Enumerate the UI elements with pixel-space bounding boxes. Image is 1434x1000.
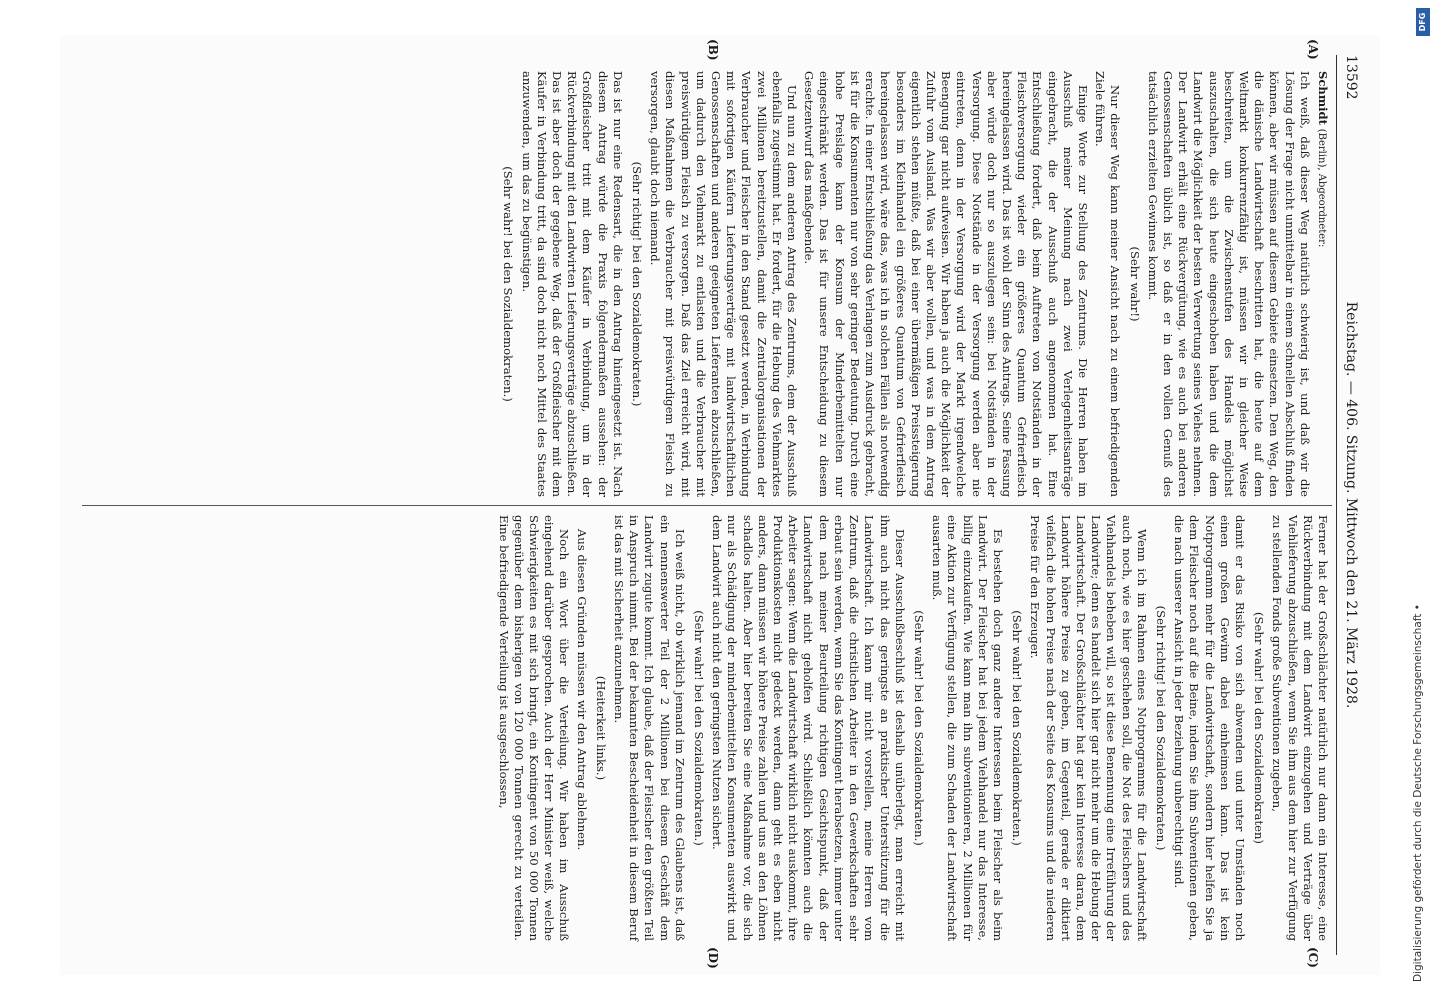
- paragraph: Einige Worte zur Stellung des Zentrums. Die Herren haben im Ausschuß meiner Meinung nach zwei Verlegenheitsanträge eingebracht, die der Ausschuß auch angenommen hat. Eine Entschließung fordert, daß beim Auftreten von Notständen in der Fleischversorgung wieder ein größeres Quantum Gefrierfleisch hereingelassen wird. Das ist wohl der Sinn des Antrags. Seine Fassung aber würde doch nur so auszulegen sein: bei Notständen in der Versorgung. Diese Notstände in der Versorgung werden aber nie eintreten, denn in der Versorgung wird der Markt irgendwelche Beengung gar nicht aufweisen. Wir haben ja auch die Möglichkeit der Zufuhr vom Ausland. Was wir aber wollen, und was in dem Antrag eigentlich stehen müßte, daß bei einer übermäßigen Preissteigerung besonders im Kleinhandel ein größeres Quantum von Gefrierfleisch hereingelassen wird, wäre das, was ich in solchen Fällen als notwendig erachte. In einer Entschließung das Verlangen zum Ausdruck gebracht, ist für die Konsumenten nur von sehr geringer Bedeutung. Durch eine hohe Preislage kann der Konsum der Minderbemittelten nur eingeschränkt werden. Das ist für unsere Entscheidung zu diesem Gesetzentwurf das maßgebende.: [802, 71, 1090, 497]
- interjection: (Sehr richtig! bei den Sozialdemokraten.): [1153, 605, 1168, 851]
- header-rule: [1336, 55, 1337, 955]
- credit-text: Digitalisierung gefördert durch die Deutsche Forschungsgemeinschaft •: [1412, 604, 1424, 982]
- paragraph: Ich weiß, daß dieser Weg natürlich schwierig ist, und daß wir die Lösung der Frage nicht unmittelbar in einem schnellen Abschluß finden können, aber wir müssen auf diesem Gebiete einsetzen. Den Weg, den die dänische Landwirtschaft beschritten hat, die heute auf dem Weltmarkt konkurrenzfähig ist, müssen wir in gleicher Weise beschreiten, um die Zwischenstufen des Handels möglichst auszuschalten, die sich heute eingeschoben haben und die dem Landwirt die Möglichkeit der besten Verwertung seines Viehes nehmen. Der Landwirt erhält eine Rückvergütung, wie es auch bei anderen Genossenschaften üblich ist, so daß er in den vollen Genuß des tatsächlich erzielten Gewinnes kommt.: [1145, 71, 1312, 497]
- page-header: [1340, 55, 1362, 955]
- left-column: [80, 71, 1330, 497]
- right-column: [80, 515, 1330, 941]
- page-number: 13592: [1343, 55, 1359, 100]
- speaker-name: Schmidt: [1316, 71, 1330, 125]
- margin-marker-b: (B): [706, 39, 720, 61]
- paragraph: damit er das Risiko von sich abwenden und unter Umständen noch einen großen Gewinn dabei einheimsen kann. Das ist kein Notprogramm mehr für die Landwirtschaft, sondern hier helfen Sie ja dem Fleischer noch auf die Beine, indem Sie ihm Subventionen geben, die nach unserer Ansicht in jeder Beziehung unberechtigt sind.: [1172, 515, 1247, 941]
- column-divider: [82, 505, 1332, 506]
- margin-marker-c: (C): [1306, 947, 1320, 968]
- interjection: (Sehr wahr! bei den Sozialdemokraten.): [501, 166, 516, 402]
- paragraph: Noch ein Wort über die Verteilung. Wir haben im Ausschuß eingehend darüber gesprochen. Auch der Herr Minister weiß, welche Schwierigkeiten es mit sich bringt, ein Kontingent von 50 000 Tonnen gegenüber dem bisherigen von 120 000 Tonnen gerecht zu verteilen. Eine befriedigende Verteilung ist ausgeschlossen,: [496, 515, 572, 941]
- scanned-page: [60, 35, 1380, 975]
- interjection: (Sehr wahr! bei den Sozialdemokraten.): [911, 610, 926, 846]
- dfg-logo: [1416, 8, 1430, 36]
- margin-marker-a: (A): [1306, 39, 1320, 60]
- paragraph: Dieser Ausschußbeschluß ist deshalb unüberlegt, man erreicht mit ihm auch nicht das geringste an praktischer Unterstützung für die Landwirtschaft. Ich kann mir nicht vorstellen, meine Herren vom Zentrum, daß die christlichen Arbeiter in den Gewerkschaften sehr erbaut sein werden, wenn Sie das Kontingent herabsetzen, immer unter dem nach meiner Beurteilung richtigen Gesichtspunkt, daß der Landwirtschaft nicht geholfen wird. Schließlich könnten auch die Arbeiter sagen: Wenn die Landwirtschaft wirklich nicht auskommt, ihre Produktionskosten nicht gedeckt werden, dann geht es eben nicht anders, dann müssen wir höhere Preise zahlen und uns an den Löhnen schadlos halten. Aber hier bereiten Sie eine Maßnahme vor, die sich nur als Schädigung der minderbemittelten Konsumenten auswirkt und dem Landwirt auch nicht den geringsten Nutzen sichert.: [710, 515, 907, 941]
- paragraph: Und nun zu dem anderen Antrag des Zentrums, dem der Ausschuß ebenfalls zugestimmt hat. Er fordert, für die Hebung des Viehmarktes zwei Millionen bereitzustellen, damit die Zentralorganisationen der Verbraucher und Fleischer in den Stand gesetzt werden, in Verbindung mit sofortigen Käufern Lieferungsverträge mit landwirtschaftlichen Genossenschaften und anderen geeigneten Lieferanten abzuschließen, um dadurch den Viehmarkt zu entlasten und die Verbraucher mit preiswürdigem Fleisch zu versorgen. Daß das Ziel erreicht wird, mit diesen Maßnahmen die Verbraucher mit preiswürdigem Fleisch zu versorgen, glaubt doch niemand.: [648, 71, 800, 497]
- paragraph: Aus diesen Gründen müssen wir den Antrag ablehnen.: [574, 529, 589, 851]
- interjection: (Sehr wahr! bei den Sozialdemokraten.): [1010, 610, 1025, 846]
- paragraph: Ferner hat der Großschlächter natürlich nur dann ein Interesse, eine Rückverbindung mit dem Landwirt einzugehen und Verträge über Viehlieferung abzuschließen, wenn Sie ihm aus dem hier zur Verfügung zu stellenden Fonds große Subventionen zugeben,: [1270, 515, 1330, 941]
- running-title: Reichstag. — 406. Sitzung. Mittwoch den 21. März 1928.: [1343, 301, 1359, 709]
- interjection: (Sehr richtig! bei den Sozialdemokraten.): [630, 161, 645, 407]
- paragraph: Wenn ich im Rahmen eines Notprogramms für die Landwirtschaft auch noch, wie es hier geschehen soll, die Not des Fleischers und des Viehhandels beheben will, so ist diese Benennung eine Irreführung der Landwirte; denn es handelt sich hier gar nicht mehr um die Hebung der Landwirtschaft. Der Großschlächter hat gar kein Interesse daran, dem Landwirt höhere Preise zu geben, im Gegenteil, gerade er diktiert vielfach die hohen Preise nach der Seite des Konsums und die niederen Preise für den Erzeuger.: [1028, 515, 1149, 941]
- interjection: (Sehr wahr! bei den Sozialdemokraten): [1252, 612, 1267, 844]
- speaker-note: (Berlin), Abgeordneter:: [1316, 128, 1327, 248]
- paragraph: Es bestehen doch ganz andere Interessen beim Fleischer als beim Landwirt. Der Fleischer hat bei jedem Viehhandel nur das Interesse, billig einzukaufen. Wie kann man ihn subventionieren, 2 Millionen für eine Aktion zur Verfügung stellen, die zum Schaden der Landwirtschaft ausarten muß.: [930, 515, 1005, 941]
- paragraph: Ich weiß nicht, ob wirklich jemand im Zentrum des Glaubens ist, daß ein nennenswerter Teil der 2 Millionen bei diesem Geschäft dem Landwirt zugute kommt. Ich glaube, daß der Fleischer den größten Teil in Anspruch nimmt. Bei der bekannten Bescheidenheit in diesem Beruf ist das mit Sicherheit anzunehmen.: [612, 515, 687, 941]
- digitization-credit: [1405, 10, 1431, 990]
- interjection: (Sehr wahr! bei den Sozialdemokraten.): [692, 610, 707, 846]
- speaker-line: [1314, 71, 1330, 497]
- page-content: [60, 35, 1380, 975]
- margin-marker-d: (D): [706, 947, 720, 969]
- logo-text: DFG: [1418, 12, 1427, 32]
- paragraph: Nur dieser Weg kann meiner Ansicht nach zu einem befriedigenden Ziele führen.: [1093, 71, 1123, 497]
- paragraph: Das ist nur eine Redensart, die in den Antrag hineingesetzt ist. Nach diesem Antrag würde die Praxis folgendermaßen aussehen: der Großfleischer tritt mit dem Käufer in Verbindung, um in der Rückverbindung mit den Landwirten Lieferungsverträge abzuschließen. Das ist aber doch der gegebene Weg, daß der Großfleischer mit dem Käufer in Verbindung tritt, da sind doch nicht noch Mittel des Staates anzuwenden, um das zu begünstigen.: [519, 71, 625, 497]
- interjection: (Heiterkeit links.): [593, 675, 608, 781]
- interjection: (Sehr wahr!): [1127, 246, 1142, 322]
